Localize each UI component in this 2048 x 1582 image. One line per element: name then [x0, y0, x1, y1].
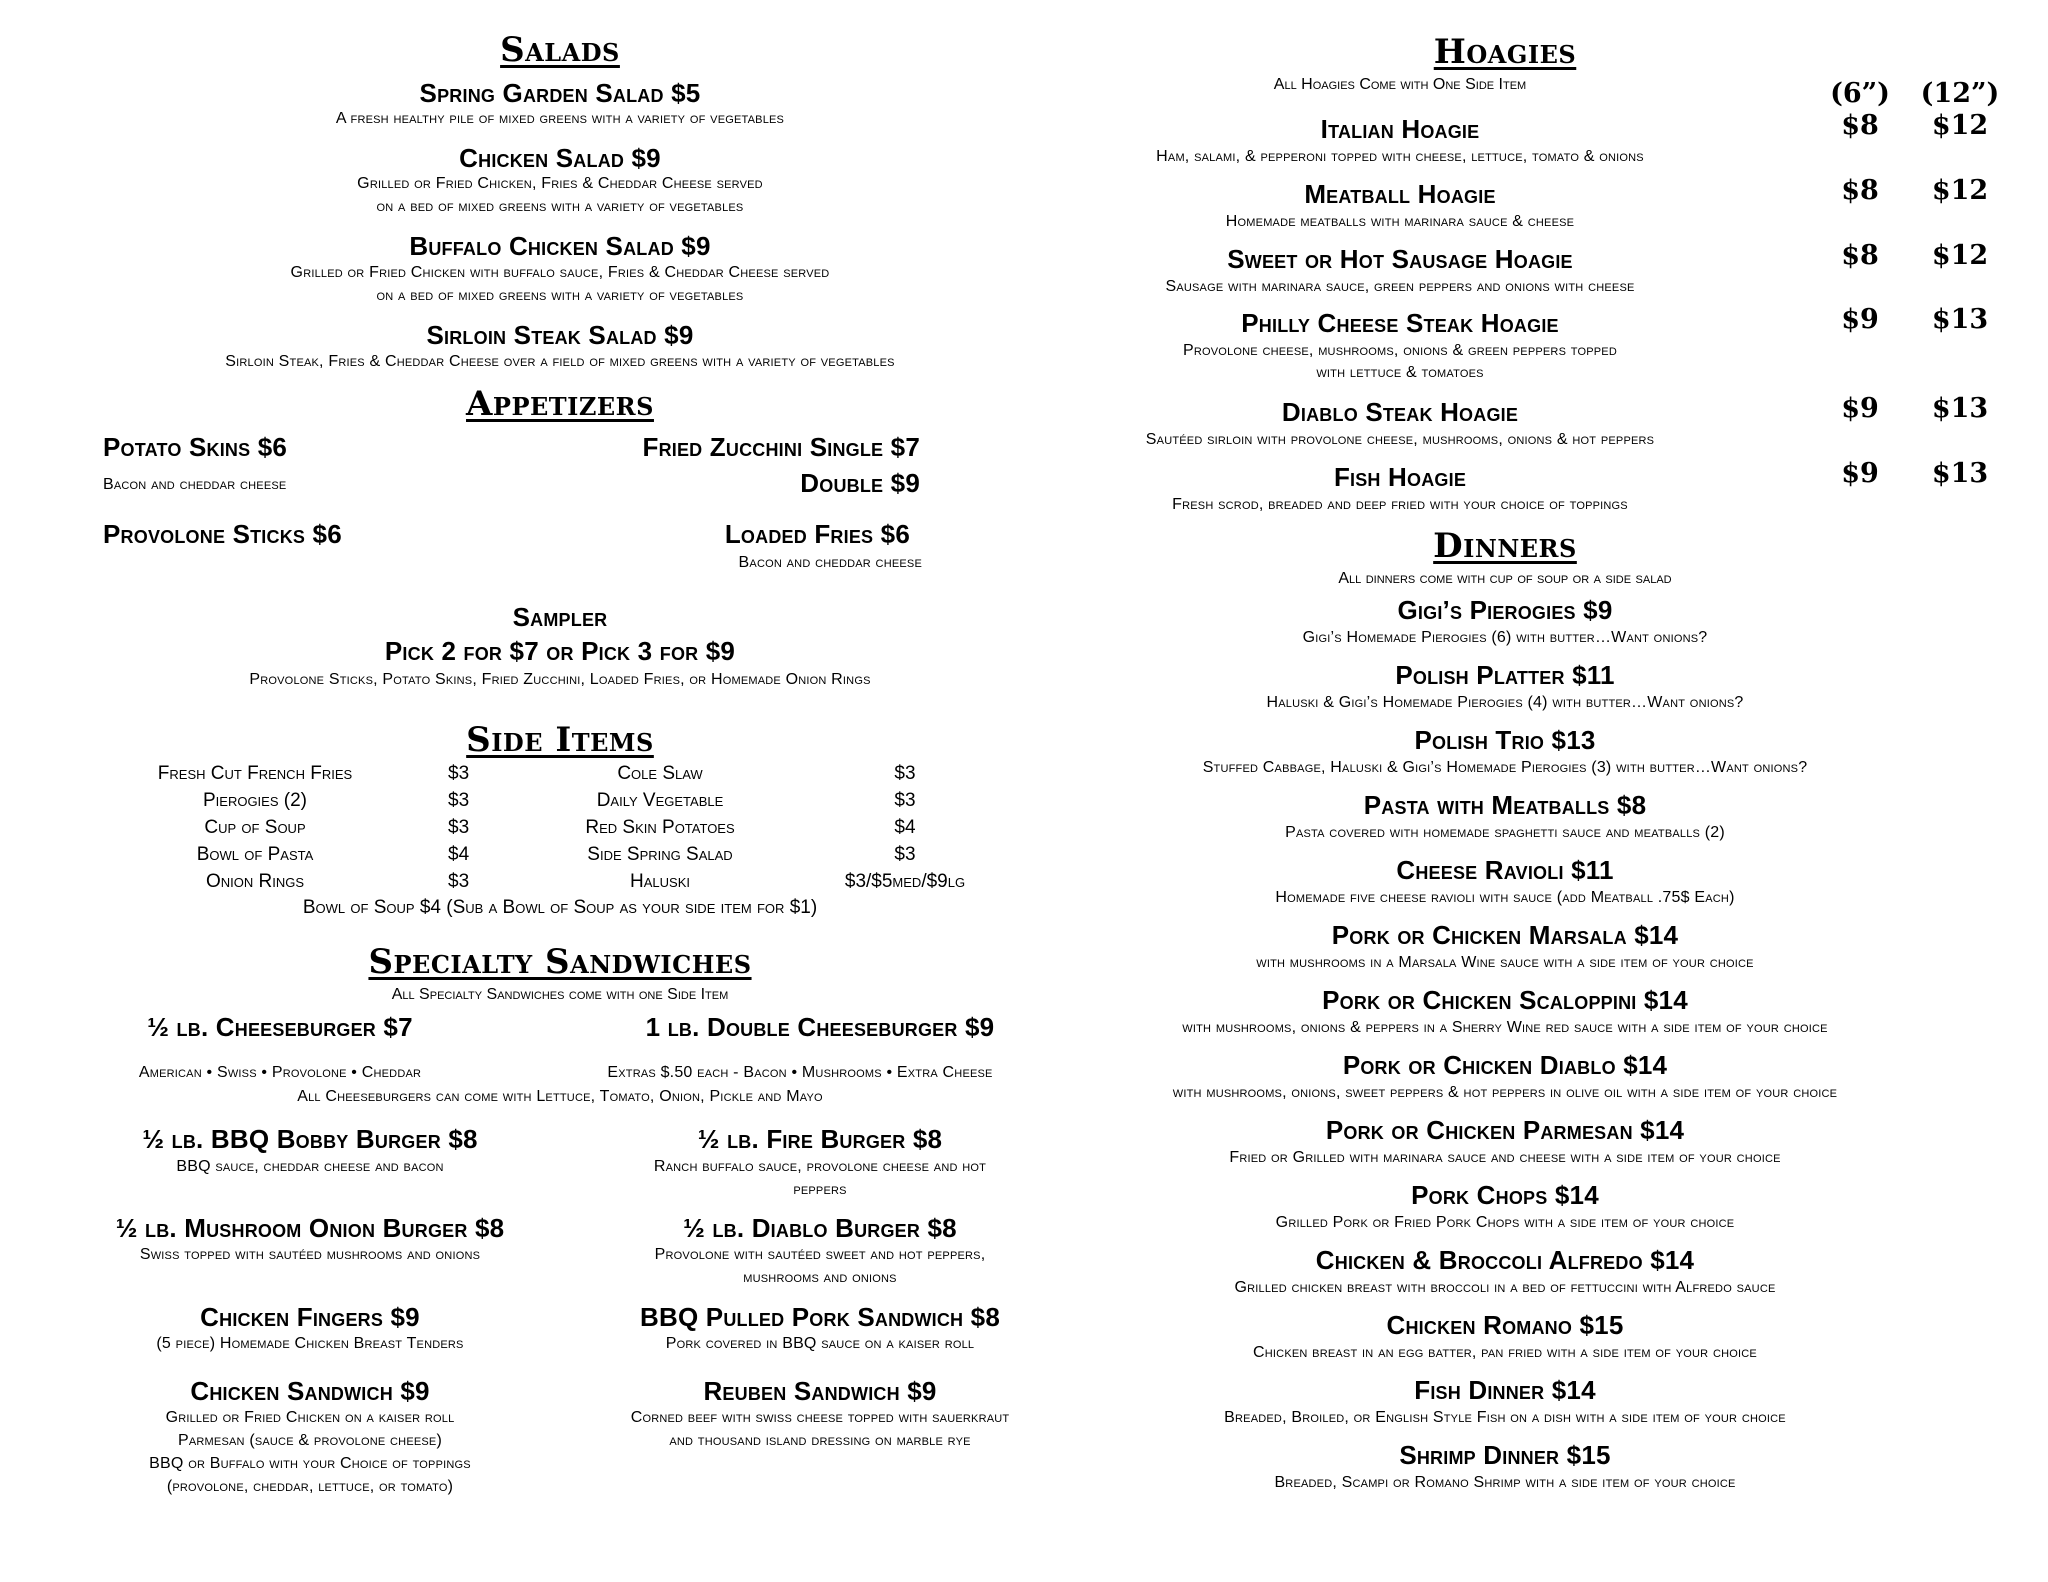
menu-item-name: Sweet or Hot Sausage Hoagie	[1227, 244, 1573, 274]
menu-item-name: Gigi’s Pierogies $9	[1397, 595, 1613, 625]
side-item-price: $3	[448, 871, 470, 892]
menu-item-name: Provolone Sticks $6	[103, 519, 342, 549]
side-items-note: Bowl of Soup $4 (Sub a Bowl of Soup as your side item for $1)	[302, 897, 818, 918]
menu-item-desc: Provolone with sautéed sweet and hot peppers,	[654, 1246, 986, 1263]
side-item-price: $3	[448, 763, 470, 784]
menu-item-desc: Grilled or Fried Chicken on a kaiser roll	[165, 1409, 455, 1426]
menu-item-name: ½ lb. Cheeseburger $7	[147, 1012, 413, 1042]
menu-item-name: Chicken Sandwich $9	[190, 1376, 430, 1406]
menu-item-desc: Homemade five cheese ravioli with sauce (add Meatball .75$ Each)	[1275, 889, 1735, 906]
menu-item-name: Pasta with Meatballs $8	[1363, 790, 1647, 820]
menu-item-desc: Breaded, Scampi or Romano Shrimp with a side item of your choice	[1274, 1474, 1736, 1491]
menu-item-name: Loaded Fries $6	[724, 519, 910, 549]
menu-item-desc: Pasta covered with homemade spaghetti sauce and meatballs (2)	[1285, 824, 1725, 841]
side-item-price: $3	[894, 763, 916, 784]
side-item-price: $3/$5med/$9lg	[844, 871, 966, 892]
menu-item-desc: Sirloin Steak, Fries & Cheddar Cheese over a field of mixed greens with a variety of vegetables	[225, 353, 895, 370]
side-item-price: $4	[448, 844, 470, 865]
specialty-sandwiches-heading: Specialty Sandwiches	[368, 942, 752, 982]
extras: Extras $.50 each - Bacon • Mushrooms • Extra Cheese	[607, 1064, 993, 1081]
menu-item-desc: with mushrooms, onions, sweet peppers & hot peppers in olive oil with a side item of your choice	[1172, 1084, 1838, 1101]
menu-item-name: Polish Trio $13	[1414, 725, 1596, 755]
menu-item-desc: Fried or Grilled with marinara sauce and cheese with a side item of your choice	[1229, 1149, 1781, 1166]
side-item-name: Cole Slaw	[617, 763, 703, 784]
menu-item-desc: mushrooms and onions	[743, 1269, 897, 1286]
sandwiches-subtitle: All Specialty Sandwiches come with one Side Item	[391, 986, 729, 1003]
menu-item-desc: BBQ sauce, cheddar cheese and bacon	[176, 1158, 444, 1175]
price-6: $9	[1841, 393, 1879, 424]
sampler-name: Sampler	[512, 602, 608, 632]
menu-item-desc: with mushrooms, onions & peppers in a Sherry Wine red sauce with a side item of your choice	[1182, 1019, 1828, 1036]
menu-item-desc: Sautéed sirloin with provolone cheese, mushrooms, onions & hot peppers	[1145, 431, 1655, 448]
menu-item-desc: (provolone, cheddar, lettuce, or tomato)	[166, 1478, 454, 1495]
menu-item-name: ½ lb. Fire Burger $8	[697, 1124, 943, 1154]
side-item-price: $3	[448, 817, 470, 838]
menu-item-name: Italian Hoagie	[1320, 114, 1480, 144]
menu-item-desc: with mushrooms in a Marsala Wine sauce with a side item of your choice	[1256, 954, 1754, 971]
dinners-heading: Dinners	[1433, 526, 1577, 566]
hoagies-subtitle: All Hoagies Come with One Side Item	[1273, 76, 1527, 93]
side-item-name: Onion Rings	[205, 871, 305, 892]
price-6: $9	[1841, 304, 1879, 335]
menu-item-name: 1 lb. Double Cheeseburger $9	[645, 1012, 995, 1042]
menu-item-name: Sirloin Steak Salad $9	[426, 320, 694, 350]
appetizers-heading: Appetizers	[466, 384, 654, 424]
menu-item-name: Chicken & Broccoli Alfredo $14	[1315, 1245, 1695, 1275]
side-item-name: Red Skin Potatoes	[585, 817, 735, 838]
sampler-deal: Pick 2 for $7 or Pick 3 for $9	[384, 636, 736, 666]
menu-item-desc: Grilled or Fried Chicken, Fries & Cheddar Cheese served	[357, 175, 763, 192]
side-item-price: $3	[448, 790, 470, 811]
dinners-subtitle: All dinners come with cup of soup or a side salad	[1338, 570, 1672, 587]
menu-item-name: Pork or Chicken Diablo $14	[1342, 1050, 1668, 1080]
menu-item-desc: Haluski & Gigi’s Homemade Pierogies (4) with butter…Want onions?	[1266, 694, 1744, 711]
menu-item-name: Cheese Ravioli $11	[1396, 855, 1614, 885]
menu-item-desc: on a bed of mixed greens with a variety of vegetables	[376, 198, 744, 215]
menu-item-name: Pork or Chicken Scaloppini $14	[1322, 985, 1688, 1015]
menu-item-desc: Pork covered in BBQ sauce on a kaiser roll	[665, 1335, 975, 1352]
menu-item-name: Meatball Hoagie	[1304, 179, 1496, 209]
menu-item-name: Shrimp Dinner $15	[1399, 1440, 1611, 1470]
menu-item-name: Fried Zucchini Single $7	[642, 432, 920, 462]
side-item-price: $4	[894, 817, 916, 838]
side-item-price: $3	[894, 790, 916, 811]
menu-item-name: Philly Cheese Steak Hoagie	[1241, 308, 1559, 338]
side-item-price: $3	[894, 844, 916, 865]
side-item-name: Daily Vegetable	[596, 790, 724, 811]
price-12: $13	[1931, 458, 1989, 489]
menu-item-name: Buffalo Chicken Salad $9	[409, 231, 711, 261]
menu-item-name: ½ lb. BBQ Bobby Burger $8	[142, 1124, 478, 1154]
price-12: $13	[1931, 304, 1989, 335]
price-12: $12	[1931, 175, 1989, 206]
side-item-name: Pierogies (2)	[202, 790, 308, 811]
menu-item-desc: Stuffed Cabbage, Haluski & Gigi’s Homemade Pierogies (3) with butter…Want onions?	[1202, 759, 1808, 776]
menu-item-desc: Gigi’s Homemade Pierogies (6) with butter…Want onions?	[1302, 629, 1708, 646]
menu-item-name: Chicken Romano $15	[1386, 1310, 1624, 1340]
menu-item-desc: BBQ or Buffalo with your Choice of toppings	[149, 1455, 471, 1472]
menu-item-name: Pork or Chicken Marsala $14	[1331, 920, 1679, 950]
menu-item-desc: Homemade meatballs with marinara sauce & cheese	[1225, 213, 1575, 230]
menu-item-name: Fish Dinner $14	[1414, 1375, 1596, 1405]
price-6: $8	[1841, 240, 1879, 271]
price-12: $13	[1931, 393, 1989, 424]
price-12: $12	[1931, 110, 1989, 141]
menu-item-desc: Fresh scrod, breaded and deep fried with your choice of toppings	[1172, 496, 1628, 513]
menu-item-desc: Grilled or Fried Chicken with buffalo sauce, Fries & Cheddar Cheese served	[290, 264, 830, 281]
menu-item-desc: Swiss topped with sautéed mushrooms and onions	[139, 1246, 481, 1263]
price-12: $12	[1931, 240, 1989, 271]
size-12-header: (12”)	[1920, 78, 2000, 109]
menu-item-name: BBQ Pulled Pork Sandwich $8	[640, 1302, 1000, 1332]
menu-item-desc: Breaded, Broiled, or English Style Fish on a dish with a side item of your choice	[1224, 1409, 1786, 1426]
side-item-name: Bowl of Pasta	[196, 844, 314, 865]
menu-item-name: Reuben Sandwich $9	[703, 1376, 937, 1406]
menu-item-desc: on a bed of mixed greens with a variety of vegetables	[376, 287, 744, 304]
menu-item-name: Fish Hoagie	[1333, 462, 1467, 492]
side-item-name: Fresh Cut French Fries	[157, 763, 353, 784]
menu-item-desc: Ranch buffalo sauce, provolone cheese and hot	[653, 1158, 987, 1175]
menu-item-desc: Chicken breast in an egg batter, pan fried with a side item of your choice	[1253, 1344, 1757, 1361]
menu-item-desc: Bacon and cheddar cheese	[103, 476, 287, 493]
menu-item-desc: peppers	[793, 1181, 847, 1198]
menu-item-name: Chicken Salad $9	[459, 143, 661, 173]
menu-item-desc: A fresh healthy pile of mixed greens with a variety of vegetables	[335, 110, 785, 127]
menu-item-name: Potato Skins $6	[103, 432, 288, 462]
price-6: $8	[1841, 110, 1879, 141]
menu-item-desc: Grilled Pork or Fried Pork Chops with a side item of your choice	[1275, 1214, 1735, 1231]
menu-item-desc: Bacon and cheddar cheese	[738, 554, 922, 571]
sampler-desc: Provolone Sticks, Potato Skins, Fried Zucchini, Loaded Fries, or Homemade Onion Rings	[249, 671, 871, 688]
menu-item-desc: and thousand island dressing on marble rye	[669, 1432, 971, 1449]
menu-item-desc: Ham, salami, & pepperoni topped with cheese, lettuce, tomato & onions	[1156, 148, 1644, 165]
toppings-note: All Cheeseburgers can come with Lettuce, Tomato, Onion, Pickle and Mayo	[297, 1088, 823, 1105]
side-items-heading: Side Items	[466, 720, 654, 760]
menu-item-name: Chicken Fingers $9	[200, 1302, 420, 1332]
menu-item-desc: with lettuce & tomatoes	[1316, 364, 1484, 381]
menu-item-name: Polish Platter $11	[1395, 660, 1615, 690]
menu-item-name: ½ lb. Mushroom Onion Burger $8	[115, 1213, 505, 1243]
menu-item-name: Pork Chops $14	[1411, 1180, 1599, 1210]
menu-item-name: Pork or Chicken Parmesan $14	[1325, 1115, 1685, 1145]
menu-item-name: ½ lb. Diablo Burger $8	[683, 1213, 957, 1243]
side-item-name: Haluski	[630, 871, 690, 892]
price-6: $8	[1841, 175, 1879, 206]
menu-item-name: Double $9	[800, 468, 920, 498]
menu-item-name: Spring Garden Salad $5	[419, 78, 701, 108]
salads-heading: Salads	[500, 30, 620, 70]
menu-item-name: Diablo Steak Hoagie	[1281, 397, 1519, 427]
menu-item-desc: Corned beef with swiss cheese topped with sauerkraut	[630, 1409, 1010, 1426]
menu-item-desc: Grilled chicken breast with broccoli in a bed of fettuccini with Alfredo sauce	[1234, 1279, 1776, 1296]
menu-item-desc: Provolone cheese, mushrooms, onions & green peppers topped	[1183, 342, 1617, 359]
menu-item-desc: Sausage with marinara sauce, green peppers and onions with cheese	[1165, 278, 1635, 295]
menu-item-desc: (5 piece) Homemade Chicken Breast Tenders	[156, 1335, 464, 1352]
price-6: $9	[1841, 458, 1879, 489]
side-item-name: Cup of Soup	[204, 817, 306, 838]
hoagies-heading: Hoagies	[1433, 32, 1577, 72]
side-item-name: Side Spring Salad	[587, 844, 733, 865]
size-6-header: (6”)	[1830, 78, 1890, 109]
cheese-options: American • Swiss • Provolone • Cheddar	[138, 1064, 422, 1081]
menu-item-desc: Parmesan (sauce & provolone cheese)	[178, 1432, 442, 1449]
